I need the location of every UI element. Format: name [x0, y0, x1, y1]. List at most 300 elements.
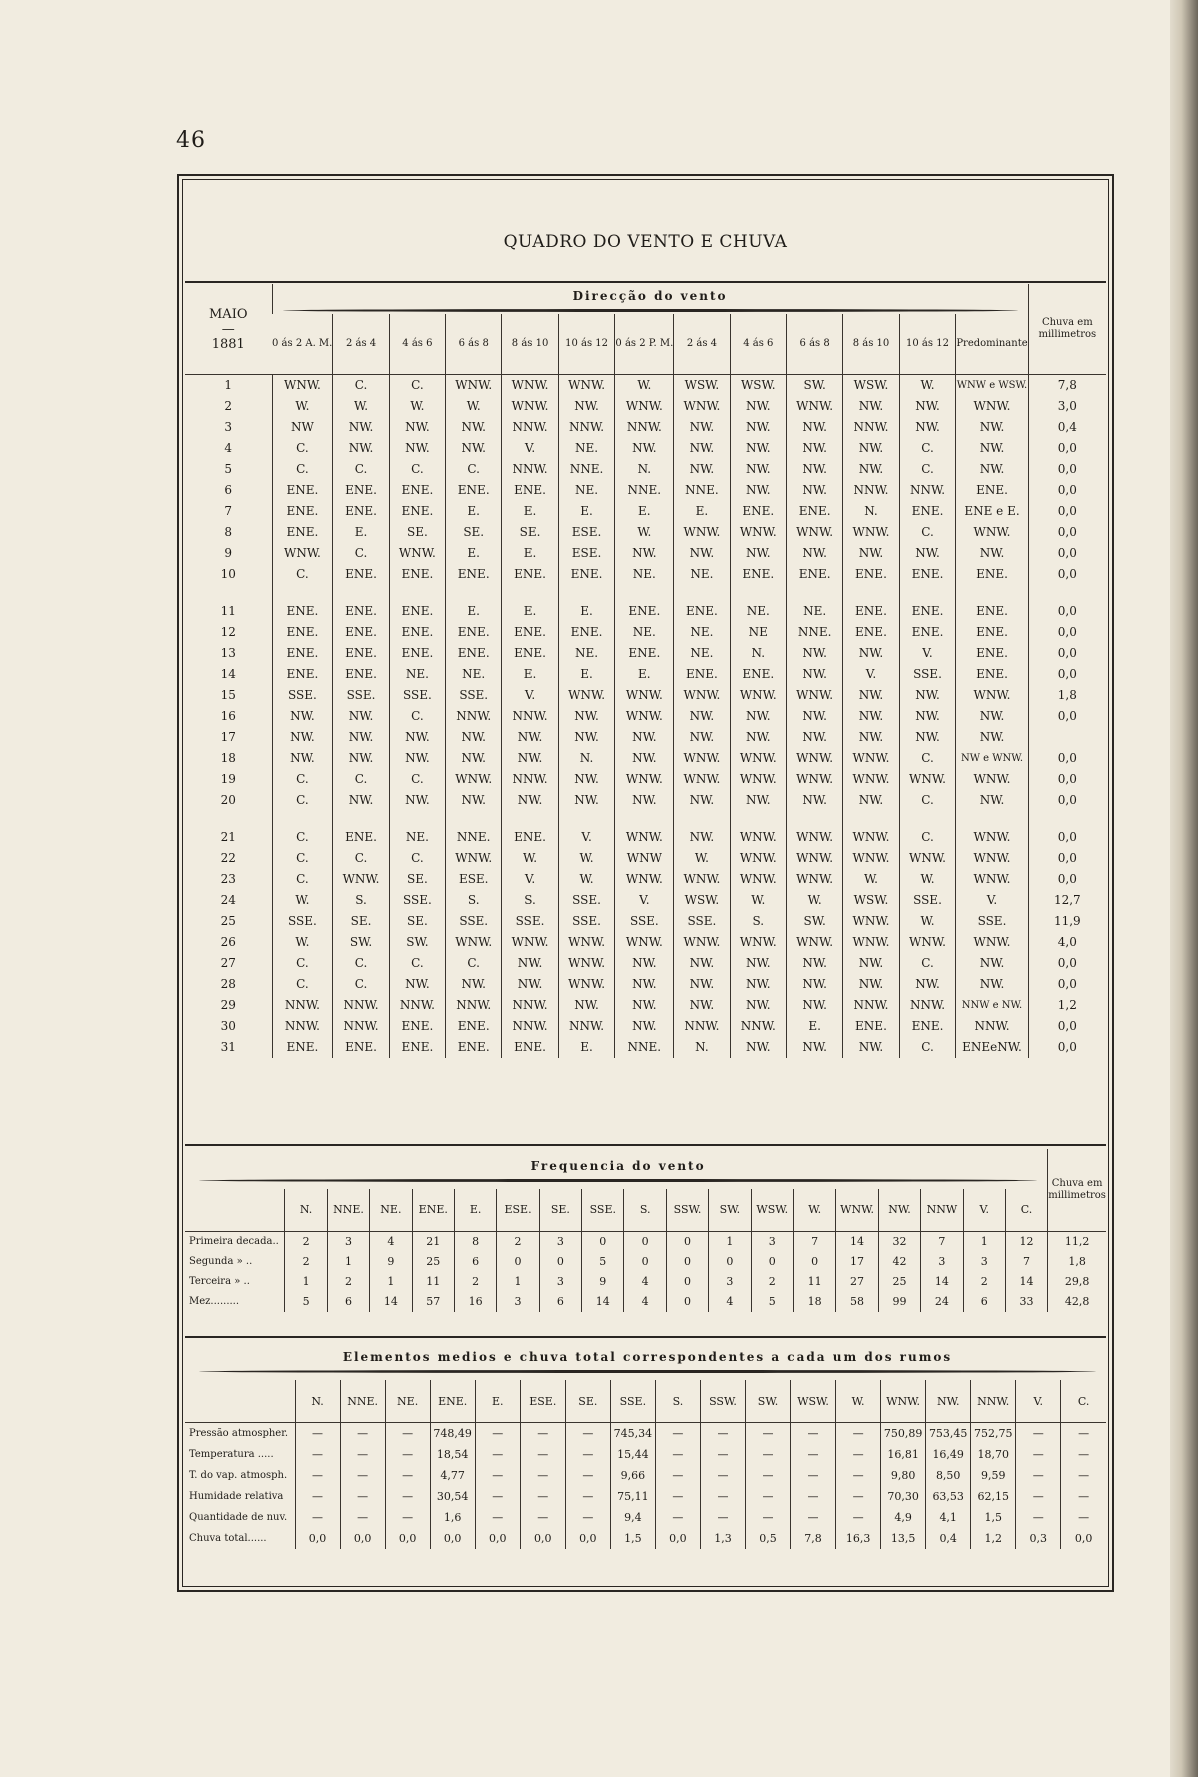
day-cell: 9	[224, 546, 233, 560]
direction-cell: NE.	[389, 664, 445, 685]
predominant-cell: NW.	[956, 417, 1028, 438]
direction-cell: NW.	[899, 706, 956, 727]
direction-cell: NW.	[786, 995, 842, 1016]
elements-cell: —	[700, 1444, 745, 1465]
elements-cell: 0,0	[520, 1528, 565, 1549]
elements-cell: —	[385, 1486, 430, 1507]
spacer-cell	[843, 811, 899, 827]
frequency-cell: 5	[285, 1292, 327, 1312]
predominant-cell: ENE.	[956, 601, 1028, 622]
rain-cell: 0,0	[1028, 748, 1106, 769]
direction-cell: NW.	[730, 727, 786, 748]
frequency-cell: 1	[370, 1272, 412, 1292]
direction-cell: N.	[843, 501, 899, 522]
direction-cell: NNW.	[502, 1016, 558, 1037]
frequency-cell: 2	[454, 1272, 496, 1292]
predominant-cell: WNW e WSW.	[956, 375, 1028, 397]
direction-cell: NW.	[558, 727, 615, 748]
direction-cell: V.	[502, 438, 558, 459]
direction-cell: NW.	[558, 790, 615, 811]
rain-cell: 0,0	[1028, 869, 1106, 890]
spacer-cell	[786, 811, 842, 827]
elements-cell: —	[700, 1507, 745, 1528]
frequency-cell: 99	[878, 1292, 920, 1312]
direction-cell: NW.	[333, 706, 389, 727]
direction-cell: N.	[674, 1037, 730, 1058]
rain-cell: 0,0	[1028, 848, 1106, 869]
table-row	[185, 1444, 1106, 1465]
direction-cell: C.	[272, 953, 333, 974]
frequency-cell: 3	[963, 1252, 1005, 1272]
direction-cell: SSE.	[615, 911, 674, 932]
direction-cell: NW.	[389, 438, 445, 459]
direction-cell: NNE.	[615, 480, 674, 501]
page-title: QUADRO DO VENTO E CHUVA	[503, 232, 788, 252]
direction-cell: WNW.	[786, 748, 842, 769]
day-cell: 20	[220, 793, 236, 807]
direction-cell: ENE.	[389, 501, 445, 522]
rain-cell: 0,0	[1028, 664, 1106, 685]
predominant-cell: WNW.	[956, 827, 1028, 848]
predominant-cell: NW.	[956, 543, 1028, 564]
direction-cell: E.	[502, 543, 558, 564]
direction-cell: NW.	[843, 953, 899, 974]
frequency-cell: 1	[327, 1252, 369, 1272]
frequency-column-header: C.	[1005, 1189, 1047, 1232]
direction-cell: WNW.	[730, 869, 786, 890]
direction-cell: NW.	[446, 790, 502, 811]
frequency-column-header: SSE.	[582, 1189, 624, 1232]
frequency-cell: 0	[497, 1252, 539, 1272]
elements-column-header: N.	[295, 1380, 340, 1423]
direction-cell: ENE.	[502, 622, 558, 643]
direction-cell: SSE.	[502, 911, 558, 932]
direction-cell: C.	[333, 375, 389, 397]
direction-cell: ENE.	[502, 1037, 558, 1058]
frequency-cell: 1	[285, 1272, 327, 1292]
frequency-cell: 7	[794, 1232, 836, 1253]
direction-cell: WNW.	[843, 932, 899, 953]
frequency-cell: 3	[539, 1272, 581, 1292]
table-row	[185, 953, 1106, 974]
direction-cell: ENE.	[446, 622, 502, 643]
direction-cell: C.	[389, 769, 445, 790]
elements-column-header: ESE.	[520, 1380, 565, 1423]
direction-cell: WNW.	[389, 543, 445, 564]
elements-cell: 0,5	[745, 1528, 790, 1549]
frequency-header-row	[185, 1189, 1106, 1232]
direction-cell: NW.	[674, 438, 730, 459]
table-row	[185, 827, 1106, 848]
elements-cell: 15,44	[610, 1444, 655, 1465]
direction-cell: WNW.	[786, 522, 842, 543]
direction-cell: ENE.	[272, 501, 333, 522]
direction-cell: NW.	[389, 974, 445, 995]
direction-cell: E.	[558, 664, 615, 685]
direction-cell: WNW.	[730, 769, 786, 790]
direction-cell: NNW.	[730, 1016, 786, 1037]
direction-cell: C.	[899, 459, 956, 480]
direction-cell: NW.	[502, 974, 558, 995]
elements-cell: —	[1016, 1465, 1061, 1486]
hour-header: 4 ás 6	[730, 314, 786, 375]
direction-cell: NW.	[674, 995, 730, 1016]
predominant-header: Predominante	[956, 314, 1028, 375]
elements-cell: 0,0	[385, 1528, 430, 1549]
elements-column-header: NNE.	[340, 1380, 385, 1423]
table-row	[185, 1232, 1106, 1253]
direction-cell: E.	[674, 501, 730, 522]
direction-cell: SW.	[389, 932, 445, 953]
direction-cell: NW.	[843, 643, 899, 664]
frequency-rain-cell: 42,8	[1048, 1292, 1106, 1312]
direction-cell: WSW.	[730, 375, 786, 397]
elements-column-header: NNW.	[971, 1380, 1016, 1423]
frequency-cell: 14	[921, 1272, 963, 1292]
elements-cell: —	[475, 1486, 520, 1507]
frequency-cell: 24	[921, 1292, 963, 1312]
direction-cell: W.	[899, 911, 956, 932]
direction-cell: NW.	[615, 1016, 674, 1037]
rain-cell: 0,0	[1028, 974, 1106, 995]
rain-cell: 0,0	[1028, 480, 1106, 501]
direction-cell: WNW.	[446, 848, 502, 869]
rain-cell: 7,8	[1028, 375, 1106, 397]
direction-cell: W.	[558, 869, 615, 890]
table-row	[185, 543, 1106, 564]
page-edge	[1170, 0, 1198, 1777]
direction-cell: NW.	[674, 974, 730, 995]
table-row	[185, 1423, 1106, 1445]
elements-cell: —	[475, 1465, 520, 1486]
rain-cell: 0,0	[1028, 459, 1106, 480]
direction-cell: SSE.	[558, 890, 615, 911]
direction-cell: NW.	[674, 706, 730, 727]
direction-cell: E.	[446, 543, 502, 564]
elements-cell: —	[745, 1423, 790, 1445]
spacer-cell	[786, 585, 842, 601]
direction-cell: WNW.	[843, 522, 899, 543]
direction-cell: ENE.	[333, 501, 389, 522]
direction-cell: SE.	[502, 522, 558, 543]
direction-cell: WNW.	[558, 375, 615, 397]
direction-cell: C.	[899, 827, 956, 848]
table-row	[185, 932, 1106, 953]
frequency-cell: 21	[412, 1232, 454, 1253]
frequency-column-header: S.	[624, 1189, 666, 1232]
frequency-cell: 6	[454, 1252, 496, 1272]
elements-cell: —	[836, 1444, 881, 1465]
direction-cell: WNW.	[730, 932, 786, 953]
direction-cell: NW.	[558, 706, 615, 727]
elements-cell: —	[655, 1423, 700, 1445]
direction-cell: ESE.	[446, 869, 502, 890]
day-cell: 5	[224, 462, 233, 476]
direction-cell: NNE.	[786, 622, 842, 643]
direction-cell: NNW.	[843, 417, 899, 438]
direction-cell: NW.	[730, 417, 786, 438]
direction-cell: ENE.	[389, 601, 445, 622]
table-row	[185, 769, 1106, 790]
direction-cell: E.	[615, 501, 674, 522]
rain-cell: 1,2	[1028, 995, 1106, 1016]
frequency-caption-cell	[185, 1149, 1048, 1189]
elements-cell: 750,89	[881, 1423, 926, 1445]
direction-cell: C.	[333, 769, 389, 790]
direction-cell: C.	[272, 869, 333, 890]
elements-cell: —	[520, 1507, 565, 1528]
direction-cell: NNW.	[558, 417, 615, 438]
spacer-cell	[615, 811, 674, 827]
direction-cell: WNW.	[272, 375, 333, 397]
day-cell: 31	[220, 1040, 236, 1054]
direction-cell: NNW.	[615, 417, 674, 438]
direction-cell: SE.	[446, 522, 502, 543]
elements-caption-cell	[185, 1340, 1106, 1380]
page-number: 46	[176, 128, 206, 153]
direction-cell: WNW.	[786, 827, 842, 848]
elements-cell: 13,5	[881, 1528, 926, 1549]
direction-cell: WSW.	[674, 375, 730, 397]
direction-cell: NW.	[899, 543, 956, 564]
direction-cell: E.	[446, 601, 502, 622]
direction-cell: WNW.	[615, 869, 674, 890]
predominant-cell: NW.	[956, 790, 1028, 811]
elements-header-row	[185, 1380, 1106, 1423]
elements-cell: 1,5	[610, 1528, 655, 1549]
frequency-cell: 0	[709, 1252, 751, 1272]
elements-cell: 0,0	[340, 1528, 385, 1549]
direction-cell: NW.	[786, 727, 842, 748]
elements-cell: 18,70	[971, 1444, 1016, 1465]
direction-cell: ENE.	[446, 643, 502, 664]
year-label: 1881	[211, 336, 245, 352]
direction-cell: NW.	[730, 1037, 786, 1058]
direction-cell: ENE.	[333, 827, 389, 848]
direction-cell: ENE.	[786, 501, 842, 522]
direction-cell: C.	[333, 459, 389, 480]
day-cell: 4	[224, 441, 233, 455]
direction-cell: ESE.	[558, 522, 615, 543]
frequency-cell: 25	[878, 1272, 920, 1292]
elements-column-header: SW.	[745, 1380, 790, 1423]
direction-cell: NW.	[502, 748, 558, 769]
direction-cell: ENE.	[674, 601, 730, 622]
direction-cell: ENE.	[843, 622, 899, 643]
day-cell: 3	[224, 420, 233, 434]
frequency-cell: 0	[751, 1252, 793, 1272]
elements-cell: —	[385, 1507, 430, 1528]
direction-cell: SE.	[389, 911, 445, 932]
direction-cell: ENE.	[389, 480, 445, 501]
direction-cell: SSE.	[446, 685, 502, 706]
direction-cell: ENE.	[446, 1037, 502, 1058]
direction-cell: WNW.	[615, 685, 674, 706]
predominant-cell: NW e WNW.	[956, 748, 1028, 769]
table-row	[185, 459, 1106, 480]
elements-cell: —	[340, 1444, 385, 1465]
direction-cell: SW.	[333, 932, 389, 953]
direction-cell: NNW.	[843, 995, 899, 1016]
elements-cell: 30,54	[430, 1486, 475, 1507]
elements-cell: 9,66	[610, 1465, 655, 1486]
direction-cell: C.	[899, 790, 956, 811]
direction-cell: WNW.	[558, 974, 615, 995]
direction-cell: NW.	[843, 727, 899, 748]
frequency-cell: 6	[327, 1292, 369, 1312]
direction-cell: WNW.	[730, 748, 786, 769]
spacer-cell	[674, 811, 730, 827]
direction-cell: N.	[615, 459, 674, 480]
rain-cell: 0,0	[1028, 543, 1106, 564]
direction-cell: NW.	[843, 438, 899, 459]
predominant-cell: NW.	[956, 459, 1028, 480]
spacer-cell	[1028, 585, 1106, 601]
direction-cell: WNW.	[674, 685, 730, 706]
predominant-cell: WNW.	[956, 685, 1028, 706]
frequency-cell: 2	[285, 1232, 327, 1253]
direction-cell: V.	[558, 827, 615, 848]
direction-cell: WNW.	[615, 706, 674, 727]
spacer-row	[185, 811, 1106, 827]
day-cell: 11	[220, 604, 236, 618]
direction-cell: NE.	[558, 643, 615, 664]
elements-cell: 16,49	[926, 1444, 971, 1465]
direction-cell: WNW.	[446, 375, 502, 397]
direction-cell: NW.	[899, 727, 956, 748]
hour-header: 8 ás 10	[502, 314, 558, 375]
spacer-cell	[502, 585, 558, 601]
table-row	[185, 643, 1106, 664]
frequency-cell: 27	[836, 1272, 878, 1292]
direction-cell: SE.	[389, 869, 445, 890]
frequency-cell: 4	[624, 1292, 666, 1312]
frequency-column-header: WSW.	[751, 1189, 793, 1232]
direction-cell: NW.	[615, 790, 674, 811]
direction-cell: NW.	[558, 396, 615, 417]
direction-cell: E.	[446, 501, 502, 522]
direction-cell: NW.	[730, 974, 786, 995]
spacer-cell	[502, 811, 558, 827]
direction-cell: WNW.	[843, 911, 899, 932]
direction-cell: ENE.	[446, 564, 502, 585]
direction-cell: V.	[615, 890, 674, 911]
table-row	[185, 622, 1106, 643]
predominant-cell: NW.	[956, 953, 1028, 974]
direction-cell: C.	[446, 953, 502, 974]
direction-cell: NW.	[674, 790, 730, 811]
elements-cell: —	[836, 1507, 881, 1528]
predominant-cell: NNW e NW.	[956, 995, 1028, 1016]
direction-cell: NW.	[615, 995, 674, 1016]
direction-cell: WNW.	[843, 769, 899, 790]
direction-cell: NW.	[899, 974, 956, 995]
direction-cell: WNW.	[786, 848, 842, 869]
rain-cell: 0,0	[1028, 643, 1106, 664]
direction-cell: NW.	[786, 459, 842, 480]
direction-cell: C.	[899, 522, 956, 543]
spacer-cell	[956, 811, 1028, 827]
day-cell: 16	[220, 709, 236, 723]
frequency-cell: 14	[836, 1232, 878, 1253]
elements-column-header: S.	[655, 1380, 700, 1423]
elements-cell: —	[791, 1486, 836, 1507]
rain-cell: 0,0	[1028, 438, 1106, 459]
direction-cell: NNW.	[502, 995, 558, 1016]
elements-cell: 1,3	[700, 1528, 745, 1549]
table-row	[185, 995, 1106, 1016]
predominant-cell: V.	[956, 890, 1028, 911]
direction-cell: WNW.	[786, 769, 842, 790]
direction-cell: NW.	[333, 727, 389, 748]
direction-cell: ENE.	[502, 564, 558, 585]
direction-cell: NW.	[786, 643, 842, 664]
rain-cell: 0,0	[1028, 769, 1106, 790]
rain-cell: 0,0	[1028, 564, 1106, 585]
direction-cell: ENE.	[272, 622, 333, 643]
direction-cell: ENE.	[333, 643, 389, 664]
elements-cell: —	[745, 1507, 790, 1528]
elements-cell: 0,0	[565, 1528, 610, 1549]
direction-cell: C.	[389, 459, 445, 480]
frequency-row-label: Segunda » ..	[189, 1256, 253, 1267]
direction-cell: NW.	[615, 953, 674, 974]
divider	[185, 281, 1106, 283]
frequency-cell: 5	[582, 1252, 624, 1272]
spacer-cell	[272, 585, 333, 601]
table-row	[185, 1272, 1106, 1292]
spacer-row	[185, 585, 1106, 601]
predominant-cell: ENE.	[956, 664, 1028, 685]
frequency-cell: 58	[836, 1292, 878, 1312]
direction-cell: WNW.	[272, 543, 333, 564]
elements-cell: 0,3	[1016, 1528, 1061, 1549]
hour-header: 8 ás 10	[843, 314, 899, 375]
direction-cell: ENE.	[272, 522, 333, 543]
elements-cell: —	[295, 1465, 340, 1486]
elements-cell: 4,1	[926, 1507, 971, 1528]
elements-cell: 753,45	[926, 1423, 971, 1445]
predominant-cell: WNW.	[956, 848, 1028, 869]
day-cell: 10	[220, 567, 236, 581]
direction-cell: NE	[730, 622, 786, 643]
frequency-cell: 1	[497, 1272, 539, 1292]
spacer-cell	[446, 811, 502, 827]
day-cell: 26	[220, 935, 236, 949]
direction-cell: NW.	[446, 974, 502, 995]
direction-cell: NNW.	[899, 995, 956, 1016]
frequency-cell: 33	[1005, 1292, 1047, 1312]
elements-column-header: SSW.	[700, 1380, 745, 1423]
table-row	[185, 522, 1106, 543]
predominant-cell: WNW.	[956, 522, 1028, 543]
elements-cell: 7,8	[791, 1528, 836, 1549]
direction-cell: ENE.	[558, 622, 615, 643]
rain-cell: 12,7	[1028, 890, 1106, 911]
direction-cell: C.	[272, 848, 333, 869]
direction-cell: SSE.	[899, 664, 956, 685]
direction-cell: C.	[333, 848, 389, 869]
direction-cell: ENE.	[843, 564, 899, 585]
spacer-cell	[899, 585, 956, 601]
direction-cell: ENE.	[786, 564, 842, 585]
direction-cell: WNW.	[674, 522, 730, 543]
elements-cell: —	[565, 1486, 610, 1507]
frequency-cell: 32	[878, 1232, 920, 1253]
elements-cell: —	[385, 1444, 430, 1465]
frequency-cell: 25	[412, 1252, 454, 1272]
direction-cell: ENE.	[674, 664, 730, 685]
